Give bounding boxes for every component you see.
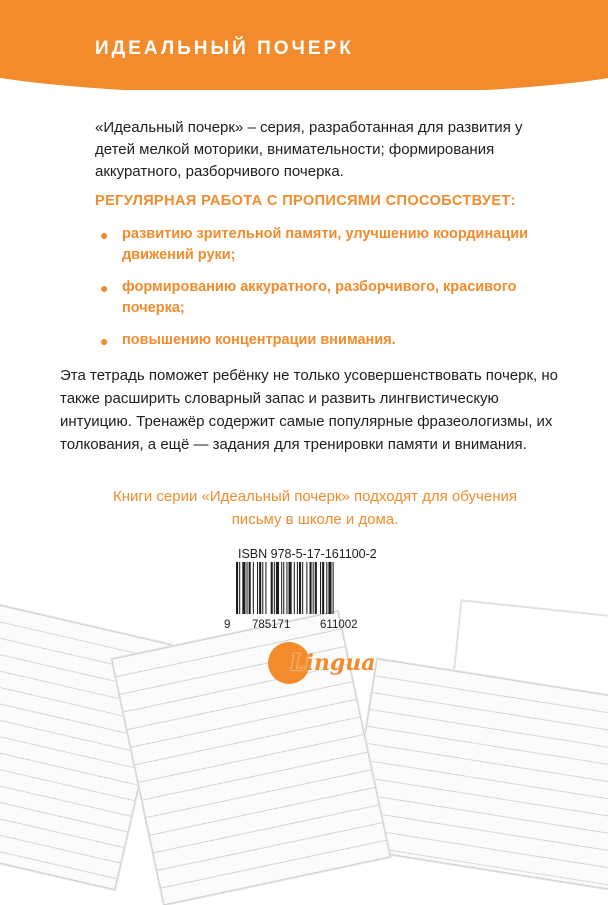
barcode-bar — [306, 562, 307, 614]
benefit-text: повышению концентрации внимания. — [122, 332, 396, 348]
publisher-logo — [266, 640, 376, 688]
barcode-bar — [242, 562, 245, 614]
barcode-bar — [236, 562, 238, 614]
bullet-icon: ● — [100, 333, 109, 349]
barcode-bar — [302, 562, 303, 614]
bullet-icon: ● — [100, 280, 109, 296]
benefit-text: развитию зрительной памяти, улучшению координации движений руки; — [122, 226, 529, 263]
benefit-item — [95, 277, 535, 319]
header-banner — [0, 0, 608, 90]
barcode-bar — [322, 562, 324, 614]
benefit-text: формированию аккуратного, разборчивого, красивого почерка; — [122, 279, 517, 316]
barcode-digits-right: 611002 — [320, 619, 358, 630]
barcode-bar — [271, 562, 273, 614]
barcode-bars — [236, 562, 334, 614]
barcode-bar — [320, 562, 321, 614]
barcode-bar — [299, 562, 301, 614]
barcode-bar — [274, 562, 275, 614]
bullet-icon: ● — [100, 227, 109, 243]
barcode-bar — [281, 562, 282, 614]
barcode-bar — [294, 562, 295, 614]
barcode-bar — [247, 562, 248, 614]
series-title: ИДЕАЛЬНЫЙ ПОЧЕРК — [95, 38, 354, 59]
barcode-bar — [313, 562, 314, 614]
benefits-list — [95, 224, 535, 362]
barcode-bar — [262, 562, 263, 614]
barcode-bar — [265, 562, 266, 614]
barcode-bar — [259, 562, 261, 614]
barcode-bar — [239, 562, 240, 614]
isbn-label: ISBN 978-5-17-161100-2 — [238, 547, 377, 561]
barcode-bar — [315, 562, 317, 614]
barcode-digit-first: 9 — [224, 619, 231, 630]
barcode-bar — [297, 562, 298, 614]
barcode-bar — [289, 562, 292, 614]
barcode-bar — [333, 562, 334, 614]
benefits-heading: РЕГУЛЯРНАЯ РАБОТА С ПРОПИСЯМИ СПОСОБСТВУЕТ: — [95, 193, 516, 209]
barcode-digits-left: 785171 — [252, 619, 291, 630]
logo-wordmark: Lingua — [290, 650, 376, 676]
notebook-sheet-right — [347, 658, 608, 893]
barcode-bar — [249, 562, 251, 614]
barcode-bar — [286, 562, 287, 614]
benefit-item — [95, 330, 535, 351]
description-paragraph: Эта тетрадь поможет ребёнку не только усовершенствовать почерк, но также расширить словарный запас и развить лингвистическую интуицию. Тренажёр содержит самые популярные фразеологизмы, их толкования, а ещё — задания для тренировки памяти и внимания. — [60, 367, 558, 453]
barcode-bar — [276, 562, 279, 614]
benefit-item — [95, 224, 535, 266]
intro-paragraph: «Идеальный почерк» – серия, разработанная для развития у детей мелкой моторики, внимательности; формирования аккуратного, разборчивого почерка. — [95, 119, 523, 180]
barcode-bar — [283, 562, 284, 614]
series-note: Книги серии «Идеальный почерк» подходят для обучения письму в школе и дома. — [113, 488, 517, 528]
barcode — [222, 562, 392, 630]
barcode-bar — [310, 562, 312, 614]
barcode-bar — [253, 562, 254, 614]
barcode-bar — [328, 562, 331, 614]
barcode-bar — [326, 562, 327, 614]
barcode-bar — [257, 562, 258, 614]
